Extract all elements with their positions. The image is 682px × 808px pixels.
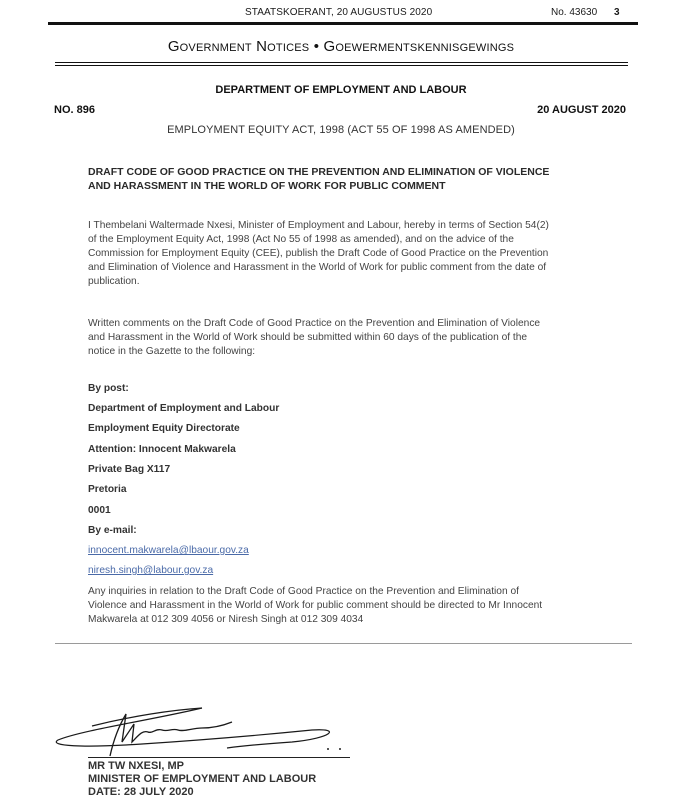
notice-number: NO. 896 [54,104,95,116]
notice-title-line: AND HARASSMENT IN THE WORLD OF WORK FOR PUBLIC COMMENT [88,180,446,192]
address-line: Employment Equity Directorate [88,423,240,434]
gazette-running-header [0,5,682,21]
paragraph-line: Violence and Harassment in the World of Work for public comment should be directed to Mr Innocent [88,600,543,611]
address-line: 0001 [88,505,111,516]
section-heading [0,38,682,55]
email-link-singh[interactable]: niresh.singh@labour.gov.za [88,565,214,576]
section-divider [55,643,632,644]
section-double-rule-top [55,62,628,63]
address-line: Private Bag X117 [88,464,171,475]
email-link-makwarela[interactable]: innocent.makwarela@lbaour.gov.za [88,545,249,556]
gazette-title: STAATSKOERANT, 20 AUGUSTUS 2020 [245,7,433,18]
paragraph-publication [88,219,648,289]
section-double-rule-bottom [55,65,628,66]
signatory-name: MR TW NXESI, MP [88,760,184,772]
notice-date: 20 AUGUST 2020 [537,104,626,116]
notice-title [88,165,648,193]
paragraph-line: Commission for Employment Equity (CEE), publish the Draft Code of Good Practice on the Prevention [88,248,549,259]
by-email-label: By e-mail: [88,525,137,536]
paragraph-line: Makwarela at 012 309 4056 or Niresh Singh at 012 309 4034 [88,614,364,625]
page-number: 3 [614,7,620,18]
address-line: Department of Employment and Labour [88,403,280,414]
gazette-issue-number: No. 43630 [551,7,598,18]
act-reference: EMPLOYMENT EQUITY ACT, 1998 (ACT 55 OF 1998 AS AMENDED) [167,124,515,136]
section-heading-separator: • [313,38,320,55]
signature-date: DATE: 28 JULY 2020 [88,786,194,798]
paragraph-line: I Thembelani Waltermade Nxesi, Minister of Employment and Labour, hereby in terms of Section 54(2) [88,220,549,231]
paragraph-line: notice in the Gazette to the following: [88,346,256,357]
paragraph-line: publication. [88,276,140,287]
notice-title-line: DRAFT CODE OF GOOD PRACTICE ON THE PREVENTION AND ELIMINATION OF VIOLENCE [88,166,550,178]
signatory-title: MINISTER OF EMPLOYMENT AND LABOUR [88,773,317,785]
paragraph-line: and Elimination of Violence and Harassment in the World of Work for public comment from the date of [88,262,547,273]
header-rule [48,22,638,25]
section-heading-english: Government Notices [167,38,310,55]
handwritten-signature [52,698,352,758]
paragraph-line: and Harassment in the World of Work should be submitted within 60 days of the publication of the [88,332,528,343]
paragraph-inquiries [88,585,648,627]
paragraph-line: Any inquiries in relation to the Draft Code of Good Practice on the Prevention and Elimination of [88,586,519,597]
by-post-label: By post: [88,383,129,394]
address-line: Attention: Innocent Makwarela [88,444,236,455]
address-line: Pretoria [88,484,127,495]
section-heading-afrikaans: Goewermentskennisgewings [323,38,515,55]
paragraph-line: Written comments on the Draft Code of Good Practice on the Prevention and Elimination of Violence [88,318,541,329]
paragraph-comments [88,317,648,359]
signature-line [88,757,350,758]
paragraph-line: of the Employment Equity Act, 1998 (Act No 55 of 1998 as amended), and on the advice of the [88,234,514,245]
department-heading: DEPARTMENT OF EMPLOYMENT AND LABOUR [215,84,467,96]
